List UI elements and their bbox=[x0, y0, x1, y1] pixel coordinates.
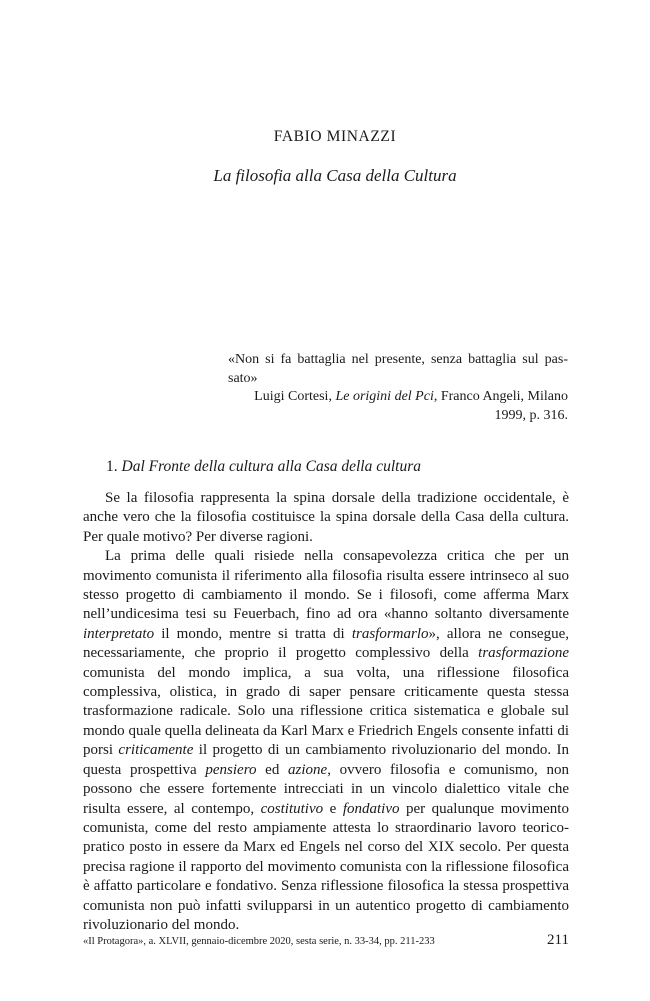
emphasis: fondativo bbox=[342, 800, 400, 817]
paragraph-2 bbox=[83, 547, 569, 935]
section-title: Dal Fronte della cultura alla Casa della cultura bbox=[121, 458, 422, 475]
author-name: FABIO MINAZZI bbox=[273, 128, 397, 145]
text-run: il progetto di un cambiamento rivoluzionario del mondo. In questa prospettiva bbox=[83, 742, 569, 778]
emphasis: trasformarlo bbox=[351, 625, 429, 642]
epigraph bbox=[228, 351, 568, 425]
text-run: per qualunque movimento comunista, come del resto ampiamente attesta lo straordinario lavoro teorico-pratico posto in essere da Marx ed Engels nel corso del XIX secolo. Per questa precisa ragione il rapporto del movimento comunista con la riflessione filosofica è affatto particolare e fondativo. Senza riflessione filosofica la stessa prospettiva comunista non può infatti svilupparsi in un autentico progetto di cambiamento rivoluzionario del mondo. bbox=[83, 800, 569, 933]
text-run: comunista del mondo implica, a sua volta, una riflessione filosofica complessiva, olistica, in grado di saper pensare criticamente questa stessa trasformazione radicale. Solo una riflessione critica sistematica e globale sul mondo quale quella delineata da Karl Marx e Friedrich Engels consente infatti di porsi bbox=[83, 664, 569, 759]
emphasis: interpretato bbox=[83, 625, 155, 642]
text-run: il mondo, mentre si tratta di bbox=[154, 625, 352, 642]
text-run: La prima delle quali risiede nella consapevolezza critica che per un movimento comunista il riferimento alla filosofia risulta essere intrinseco al suo stesso progetto di cambiamento il mondo. Se i filosofi, come afferma Marx nell’undicesima tesi su Feuerbach, fino ad ora «hanno soltanto diversamente bbox=[83, 548, 569, 623]
emphasis: pensiero bbox=[205, 761, 257, 778]
emphasis: criticamente bbox=[118, 742, 194, 759]
text-run: e bbox=[323, 800, 343, 817]
body-text bbox=[83, 489, 569, 935]
epigraph-source-publisher: , Franco Angeli, Milano 1999, p. 316. bbox=[433, 389, 568, 423]
article-title: La filosofia alla Casa della Cultura bbox=[213, 166, 457, 185]
emphasis: azione bbox=[288, 761, 328, 778]
emphasis: costitutivo bbox=[260, 800, 324, 817]
epigraph-quote: «Non si fa battaglia nel presente, senza battaglia sul passato» bbox=[228, 352, 568, 386]
journal-citation: «Il Protagora», a. XLVII, gennaio-dicembre 2020, sesta serie, n. 33-34, pp. 211-233 bbox=[83, 936, 435, 947]
epigraph-source bbox=[228, 388, 568, 425]
epigraph-source-author: Luigi Cortesi, bbox=[254, 389, 336, 404]
text-run: ed bbox=[256, 761, 289, 778]
epigraph-source-title: Le origini del Pci bbox=[335, 389, 434, 404]
page-number: 211 bbox=[547, 932, 569, 948]
section-number: 1. bbox=[106, 458, 122, 475]
text-run: », allora ne consegue, necessariamente, che proprio il progetto complessivo della bbox=[83, 625, 569, 662]
section-heading bbox=[106, 458, 421, 476]
emphasis: trasformazione bbox=[478, 645, 569, 662]
paragraph-1: Se la filosofia rappresenta la spina dorsale della tradizione occidentale, è anche vero che la filosofia costituisce la spina dorsale della Casa della cultura. Per quale motivo? Per diverse ragioni. bbox=[83, 490, 569, 545]
text-run: , ovvero filosofia e comunismo, non possono che essere fortemente intrecciati in un vincolo dialettico vitale che risulta essere, al contempo, bbox=[83, 761, 569, 817]
